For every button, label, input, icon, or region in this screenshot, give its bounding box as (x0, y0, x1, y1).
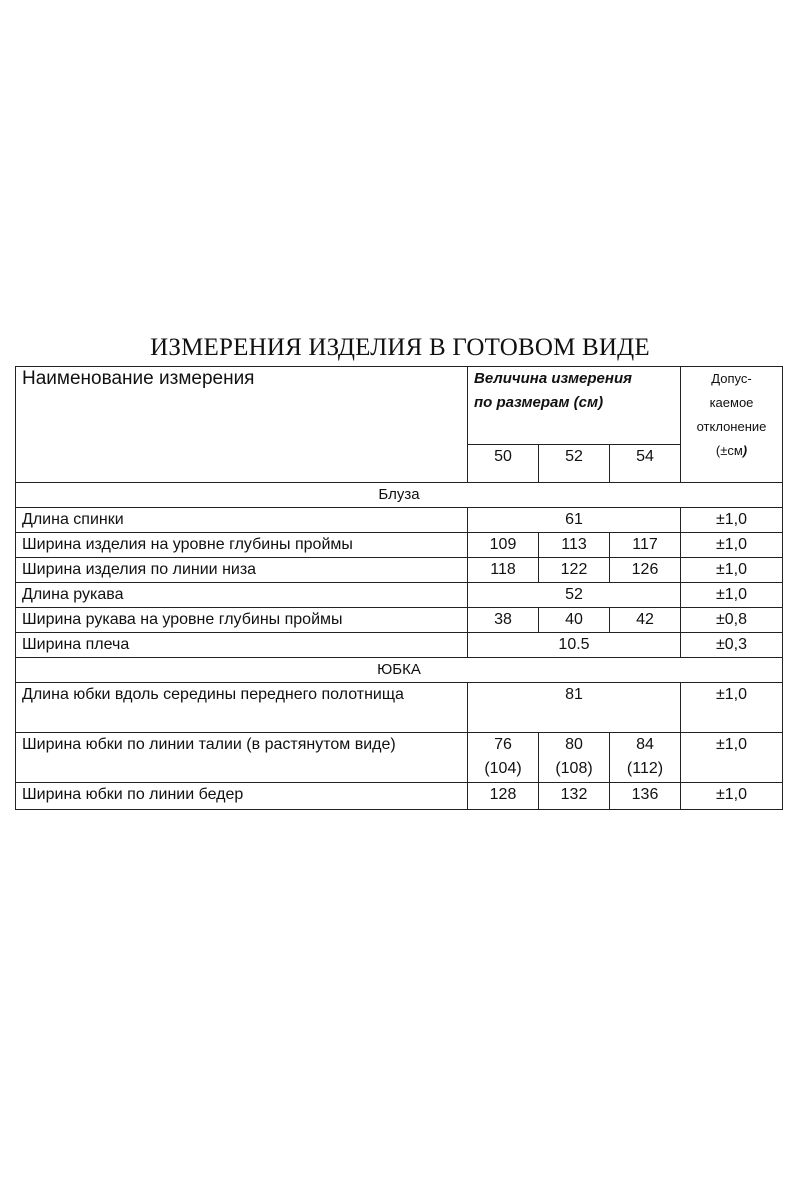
row-tolerance: ±1,0 (681, 558, 783, 583)
row-value-52: 40 (539, 608, 610, 633)
row-name: Ширина юбки по линии талии (в растянутом виде) (16, 733, 468, 783)
row-name: Ширина изделия по линии низа (16, 558, 468, 583)
row-tolerance: ±1,0 (681, 508, 783, 533)
section-title-skirt: ЮБКА (16, 658, 783, 683)
row-tolerance: ±0,8 (681, 608, 783, 633)
row-value-merged: 81 (468, 683, 681, 733)
section-row (16, 483, 783, 508)
row-value-54: 117 (610, 533, 681, 558)
row-value-50: 76 (104) (468, 733, 539, 783)
header-tolerance-close: ) (742, 443, 748, 458)
row-name: Ширина плеча (16, 633, 468, 658)
header-tolerance-unit: (±см (715, 443, 743, 458)
header-value-line1: Величина измерения (474, 370, 632, 387)
row-value-54: 42 (610, 608, 681, 633)
size-header-50: 50 (468, 445, 539, 483)
header-value-line2: по размерам (см) (474, 394, 604, 411)
size-header-54: 54 (610, 445, 681, 483)
table-row (16, 683, 783, 733)
row-tolerance: ±0,3 (681, 633, 783, 658)
row-tolerance: ±1,0 (681, 683, 783, 733)
row-name: Ширина рукава на уровне глубины проймы (16, 608, 468, 633)
size-header-52: 52 (539, 445, 610, 483)
row-value-merged: 10.5 (468, 633, 681, 658)
row-value-52: 122 (539, 558, 610, 583)
header-tolerance-line2: каемое (709, 395, 754, 410)
row-name: Ширина юбки по линии бедер (16, 783, 468, 810)
table-row (16, 533, 783, 558)
row-tolerance: ±1,0 (681, 533, 783, 558)
row-value-54: 84 (112) (610, 733, 681, 783)
section-title-blouse: Блуза (16, 483, 783, 508)
measurements-table (15, 366, 783, 810)
table-row (16, 633, 783, 658)
row-value-54: 126 (610, 558, 681, 583)
row-name: Длина спинки (16, 508, 468, 533)
page-title: ИЗМЕРЕНИЯ ИЗДЕЛИЯ В ГОТОВОМ ВИДЕ (150, 334, 650, 361)
row-name: Ширина изделия на уровне глубины проймы (16, 533, 468, 558)
table-row (16, 508, 783, 533)
header-measurement-value (468, 367, 681, 445)
header-tolerance-line4 (687, 439, 776, 463)
table-row (16, 608, 783, 633)
header-tolerance-line3: отклонение (696, 419, 767, 434)
row-name: Длина рукава (16, 583, 468, 608)
row-name: Длина юбки вдоль середины переднего полотнища (16, 683, 468, 733)
row-value-54: 136 (610, 783, 681, 810)
row-value-50: 128 (468, 783, 539, 810)
table-row (16, 583, 783, 608)
row-value-merged: 52 (468, 583, 681, 608)
row-value-52: 132 (539, 783, 610, 810)
row-tolerance: ±1,0 (681, 783, 783, 810)
row-value-50: 118 (468, 558, 539, 583)
section-row (16, 658, 783, 683)
header-tolerance-line1: Допус- (711, 371, 752, 386)
row-value-52: 113 (539, 533, 610, 558)
row-tolerance: ±1,0 (681, 733, 783, 783)
table-header-row (16, 367, 783, 445)
row-value-50: 109 (468, 533, 539, 558)
header-tolerance (681, 367, 783, 483)
table-row (16, 558, 783, 583)
table-row (16, 783, 783, 810)
row-value-50: 38 (468, 608, 539, 633)
row-tolerance: ±1,0 (681, 583, 783, 608)
row-value-merged: 61 (468, 508, 681, 533)
header-measurement-name: Наименование измерения (16, 367, 468, 483)
row-value-52: 80 (108) (539, 733, 610, 783)
table-row (16, 733, 783, 783)
